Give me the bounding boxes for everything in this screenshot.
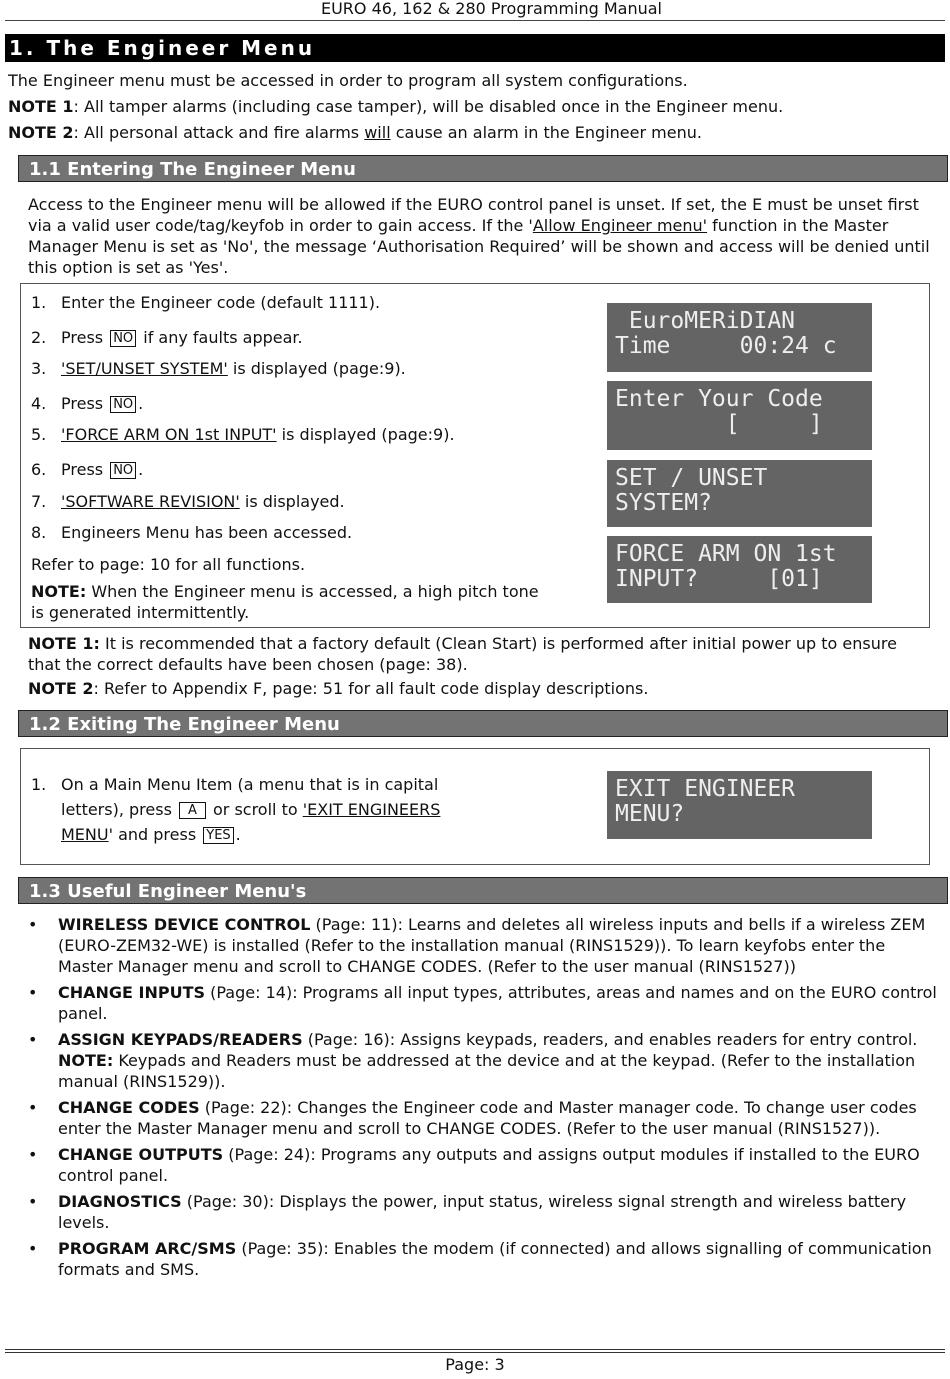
step-3-menu-name: 'SET/UNSET SYSTEM' bbox=[61, 359, 228, 378]
menu-name: ASSIGN KEYPADS/READERS bbox=[58, 1030, 303, 1049]
a-key-icon: A bbox=[179, 802, 206, 819]
after-note-1 bbox=[28, 633, 933, 675]
section-1-intro bbox=[8, 68, 943, 146]
exit-line-2-b: or scroll to bbox=[207, 800, 303, 819]
step-2 bbox=[31, 328, 303, 348]
note-2 bbox=[8, 120, 943, 146]
note-1 bbox=[8, 94, 943, 120]
bullet-icon: • bbox=[28, 1098, 38, 1117]
section-1-1-paragraph bbox=[28, 194, 933, 278]
no-key-icon: NO bbox=[110, 330, 136, 347]
step-7 bbox=[31, 492, 345, 512]
step-1 bbox=[31, 293, 380, 313]
step-4 bbox=[31, 394, 143, 414]
step-5-menu-name: 'FORCE ARM ON 1st INPUT' bbox=[61, 425, 277, 444]
step-4-text-a: Press bbox=[61, 394, 109, 413]
note-1-text: : All tamper alarms (including case tamper), will be disabled once in the Engineer menu. bbox=[73, 97, 784, 116]
page-number: Page: 3 bbox=[445, 1355, 505, 1374]
exit-line-3 bbox=[61, 822, 440, 847]
exit-line-2 bbox=[61, 797, 440, 822]
menu-name: CHANGE INPUTS bbox=[58, 983, 206, 1002]
after-note-2 bbox=[28, 678, 933, 699]
menu-description: (Page: 24): Programs any outputs and assigns output modules if installed to the EURO control panel. bbox=[58, 1145, 920, 1185]
note-2-text-a: : All personal attack and fire alarms bbox=[73, 123, 365, 142]
after-note-1-label: NOTE 1: bbox=[28, 634, 100, 653]
list-item bbox=[28, 1144, 943, 1186]
lcd-line: FORCE ARM ON 1st bbox=[615, 541, 837, 567]
note-2-label: NOTE 2 bbox=[8, 123, 74, 142]
lcd-line: EuroMERiDIAN bbox=[615, 308, 796, 334]
footer-rule bbox=[5, 1352, 945, 1353]
menu-description: (Page: 16): Assigns keypads, readers, and enables readers for entry control. bbox=[302, 1030, 918, 1049]
step-4-number: 4. bbox=[31, 394, 47, 413]
refer-text: Refer to page: 10 for all functions. bbox=[31, 555, 306, 574]
lcd-line: Enter Your Code bbox=[615, 386, 823, 412]
lcd-line: INPUT? [01] bbox=[615, 566, 823, 592]
menu-note-label: NOTE: bbox=[58, 1051, 114, 1070]
bullet-icon: • bbox=[28, 1145, 38, 1164]
step-3 bbox=[31, 359, 406, 379]
note-label: NOTE: bbox=[31, 582, 87, 601]
list-item bbox=[28, 982, 943, 1024]
lcd-display-set-unset bbox=[607, 460, 872, 527]
exit-line-3-b: . bbox=[235, 825, 241, 844]
exit-line-3-a: ' and press bbox=[108, 825, 202, 844]
no-key-icon: NO bbox=[110, 396, 136, 413]
lcd-display-enter-code bbox=[607, 381, 872, 450]
section-1-2-heading: 1.2 Exiting The Engineer Menu bbox=[18, 710, 948, 737]
bullet-icon: • bbox=[28, 983, 38, 1002]
para-text-b: function in the Master Manager Menu is set as 'No', the message ‘Authorisation Required’ will be shown and access will be denied until this option is set as 'Yes'. bbox=[28, 216, 930, 277]
note-2-underlined: will bbox=[364, 123, 391, 142]
step-8-number: 8. bbox=[31, 523, 47, 542]
note-text: When the Engineer menu is accessed, a high pitch tone is generated intermittently. bbox=[31, 582, 539, 622]
lcd-display-exit-engineer bbox=[607, 771, 872, 839]
exit-line-1: On a Main Menu Item (a menu that is in capital bbox=[61, 775, 439, 794]
exit-menu-link: MENU bbox=[61, 825, 109, 844]
section-1-3-heading: 1.3 Useful Engineer Menu's bbox=[18, 877, 948, 904]
step-6-text-a: Press bbox=[61, 460, 109, 479]
no-key-icon: NO bbox=[110, 462, 136, 479]
menu-name: CHANGE CODES bbox=[58, 1098, 200, 1117]
header-rule bbox=[5, 20, 945, 21]
step-8 bbox=[31, 523, 352, 543]
step-7-menu-name: 'SOFTWARE REVISION' bbox=[61, 492, 240, 511]
bullet-icon: • bbox=[28, 1030, 38, 1049]
step-3-text: is displayed (page:9). bbox=[227, 359, 406, 378]
note-1-label: NOTE 1 bbox=[8, 97, 74, 116]
engineer-tone-note bbox=[31, 581, 551, 623]
step-6 bbox=[31, 460, 143, 480]
allow-engineer-menu-link: Allow Engineer menu' bbox=[532, 216, 708, 235]
step-2-number: 2. bbox=[31, 328, 47, 347]
step-3-number: 3. bbox=[31, 359, 47, 378]
step-6-text-b: . bbox=[138, 460, 144, 479]
step-7-text: is displayed. bbox=[239, 492, 345, 511]
intro-text: The Engineer menu must be accessed in order to program all system configurations. bbox=[8, 71, 688, 90]
footer-rule bbox=[5, 1349, 945, 1350]
menu-note-text: Keypads and Readers must be addressed at the device and at the keypad. (Refer to the installation manual (RINS1529)). bbox=[58, 1051, 916, 1091]
document-header-title: EURO 46, 162 & 280 Programming Manual bbox=[320, 0, 662, 18]
bullet-icon: • bbox=[28, 1239, 38, 1258]
step-5 bbox=[31, 425, 455, 445]
exit-line-2-a: letters), press bbox=[61, 800, 177, 819]
list-item bbox=[28, 1029, 943, 1092]
step-4-text-b: . bbox=[138, 394, 144, 413]
step-8-text: Engineers Menu has been accessed. bbox=[61, 523, 353, 542]
step-5-text: is displayed (page:9). bbox=[276, 425, 455, 444]
after-note-2-label: NOTE 2 bbox=[28, 679, 94, 698]
yes-key-icon: YES bbox=[203, 827, 233, 844]
menu-name: PROGRAM ARC/SMS bbox=[58, 1239, 237, 1258]
list-item bbox=[28, 1238, 943, 1280]
lcd-line: [ ] bbox=[615, 411, 823, 437]
after-note-2-text: : Refer to Appendix F, page: 51 for all fault code display descriptions. bbox=[93, 679, 649, 698]
list-item bbox=[28, 1097, 943, 1139]
after-note-1-text: It is recommended that a factory default (Clean Start) is performed after initial power up to ensure that the correct defaults have been chosen (page: 38). bbox=[28, 634, 897, 674]
list-item bbox=[28, 914, 943, 977]
lcd-display-euromeridian bbox=[607, 303, 872, 372]
para-text-a: Access to the Engineer menu will be allowed if the EURO control panel is unset. If set, the E must be unset first via a valid user code/tag/keyfob in order to gain access. If the ' bbox=[28, 195, 919, 235]
lcd-line: SET / UNSET bbox=[615, 465, 768, 491]
menu-description: (Page: 22): Changes the Engineer code and Master manager code. To change user codes enter the Master Manager menu and scroll to CHANGE CODES. (Refer to the user manual (RINS1527)). bbox=[58, 1098, 917, 1138]
bullet-icon: • bbox=[28, 915, 38, 934]
menu-description: (Page: 30): Displays the power, input status, wireless signal strength and wireless battery levels. bbox=[58, 1192, 907, 1232]
step-1-text: Enter the Engineer code (default 1111). bbox=[61, 293, 381, 312]
step-2-text-a: Press bbox=[61, 328, 109, 347]
step-2-text-b: if any faults appear. bbox=[138, 328, 303, 347]
list-item bbox=[28, 1191, 943, 1233]
note-2-text-b: cause an alarm in the Engineer menu. bbox=[390, 123, 702, 142]
lcd-line: SYSTEM? bbox=[615, 490, 712, 516]
lcd-line: EXIT ENGINEER bbox=[615, 776, 796, 802]
menu-description: (Page: 14): Programs all input types, attributes, areas and names and on the EURO control panel. bbox=[58, 983, 937, 1023]
lcd-display-force-arm bbox=[607, 536, 872, 603]
step-6-number: 6. bbox=[31, 460, 47, 479]
menu-name: DIAGNOSTICS bbox=[58, 1192, 182, 1211]
lcd-line: MENU? bbox=[615, 801, 685, 827]
bullet-icon: • bbox=[28, 1192, 38, 1211]
menu-description: (Page: 35): Enables the modem (if connected) and allows signalling of communication formats and SMS. bbox=[58, 1239, 932, 1279]
useful-menus-list bbox=[28, 914, 943, 1285]
step-5-number: 5. bbox=[31, 425, 47, 444]
step-7-number: 7. bbox=[31, 492, 47, 511]
exit-engineers-link: 'EXIT ENGINEERS bbox=[302, 800, 441, 819]
step-1-number: 1. bbox=[31, 293, 47, 312]
section-1-heading: 1. The Engineer Menu bbox=[5, 34, 945, 62]
exit-step-number: 1. bbox=[31, 775, 47, 794]
menu-name: CHANGE OUTPUTS bbox=[58, 1145, 224, 1164]
lcd-line: Time 00:24 c bbox=[615, 333, 837, 359]
menu-name: WIRELESS DEVICE CONTROL bbox=[58, 915, 311, 934]
menu-description: (Page: 11): Learns and deletes all wireless inputs and bells if a wireless ZEM (EURO-ZEM32-WE) is installed (Refer to the installation manual (RINS1529)). To learn keyfobs enter the Master Manager menu and scroll to CHANGE CODES. (Refer to the user manual (RINS1527)) bbox=[58, 915, 926, 976]
section-1-1-heading: 1.1 Entering The Engineer Menu bbox=[18, 155, 948, 182]
